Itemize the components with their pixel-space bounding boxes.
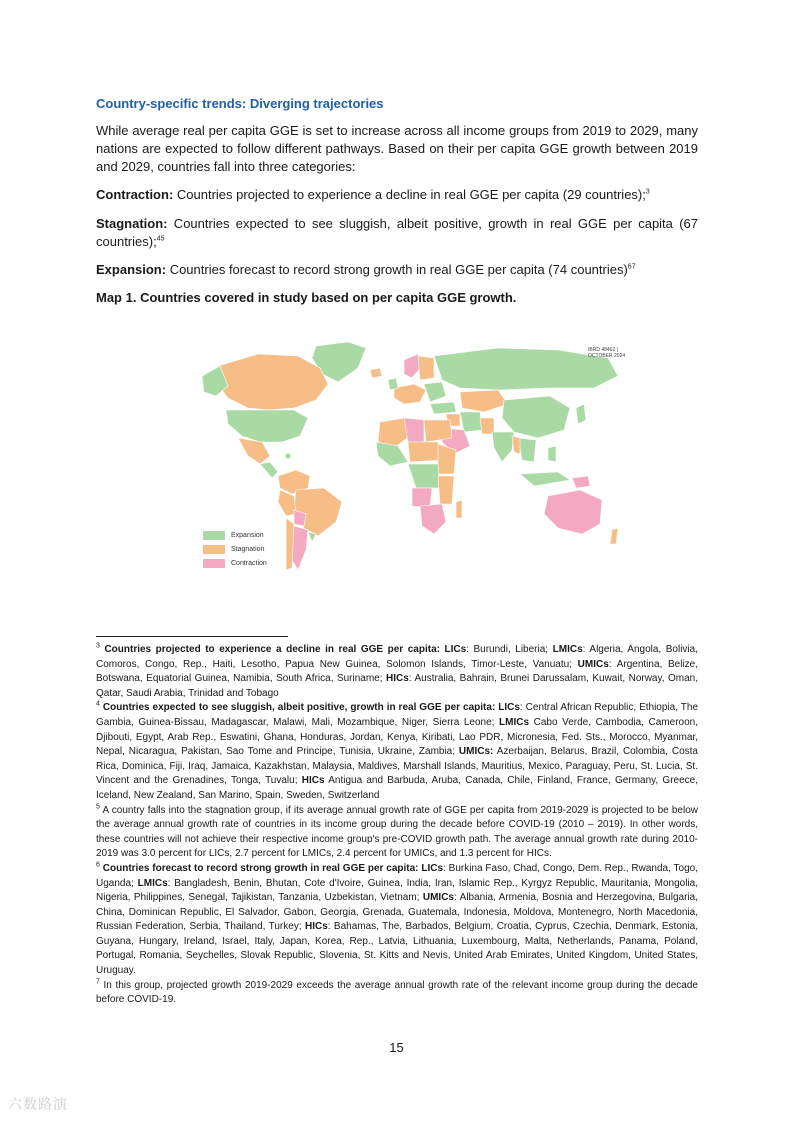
map-title: Map 1. Countries covered in study based on per capita GGE growth. bbox=[96, 290, 517, 305]
footnote-text: HICs bbox=[304, 921, 328, 933]
category-expansion bbox=[96, 261, 698, 279]
footnote-ref: 67 bbox=[627, 263, 636, 271]
map-region-chile bbox=[286, 518, 294, 570]
map-region-southeast-asia bbox=[518, 438, 536, 462]
map-legend bbox=[203, 528, 267, 570]
category-stagnation bbox=[96, 215, 698, 251]
footnote-lead: Countries forecast to record strong growth in real GGE per capita: LICs bbox=[102, 862, 444, 874]
category-text: Countries expected to see sluggish, albeit positive, growth in real GGE per capita (67 countries); bbox=[96, 216, 698, 249]
footnote-number: 5 bbox=[96, 803, 100, 811]
category-text: Countries projected to experience a decline in real GGE per capita (29 countries); bbox=[173, 187, 646, 202]
footnote-text: Antigua and Barbuda, Aruba, Canada, Chile, Finland, France, Germany, Greece, Iceland, New Zealand, San Marino, Spain, Sweden, Switzerland bbox=[96, 775, 698, 801]
footnote-text: HICs bbox=[386, 673, 409, 685]
map-region-iceland bbox=[370, 368, 382, 378]
map-region-uruguay bbox=[308, 532, 316, 542]
map-region-southern-africa bbox=[420, 504, 446, 534]
map-region-pakistan bbox=[480, 418, 494, 434]
category-label: Stagnation: bbox=[96, 216, 168, 231]
legend-swatch bbox=[203, 545, 225, 554]
footnote-6 bbox=[96, 862, 698, 979]
footnote-text: UMICs: bbox=[458, 746, 494, 758]
footnote-number: 3 bbox=[96, 642, 100, 650]
legend-label: Stagnation bbox=[231, 545, 265, 553]
footnote-text: HICs bbox=[301, 775, 325, 787]
map-region-caribbean bbox=[285, 453, 291, 459]
map-note-id: IBRD 48462 | bbox=[588, 347, 618, 353]
map-region-india bbox=[492, 432, 514, 462]
watermark-logo: 六数路演 bbox=[8, 1096, 68, 1112]
legend-label: Contraction bbox=[231, 559, 267, 567]
legend-swatch bbox=[203, 531, 225, 540]
footnote-text: : Bangladesh, Benin, Bhutan, Cote d'Ivoire, Guinea, India, Iran, Islamic Rep., Kyrgyz Republic, Mauritania, Mongolia, Nigeria, Philippines, Senegal, Tajikistan, Tanzania, Uzbekistan, Vietnam; bbox=[96, 877, 698, 904]
map-region-uk bbox=[388, 378, 398, 390]
map-region-papua-new-guinea bbox=[572, 476, 590, 488]
section-heading: Country-specific trends: Diverging trajectories bbox=[96, 96, 384, 111]
page-number: 15 bbox=[389, 1040, 404, 1055]
footnote-text: LMICs bbox=[552, 644, 583, 655]
footnote-5 bbox=[96, 804, 698, 862]
map-region-japan bbox=[576, 404, 586, 424]
footnote-text: : Argentina, Belize, Botswana, Equatorial Guinea, Namibia, South Africa, Suriname; bbox=[96, 658, 699, 685]
footnote-number: 4 bbox=[96, 701, 100, 709]
footnote-lead: Countries projected to experience a decline in real GGE per capita: LICs bbox=[104, 644, 467, 655]
map-region-peru bbox=[278, 490, 296, 516]
footnote-text: : Burundi, Liberia; bbox=[466, 644, 553, 655]
footnote-text: A country falls into the stagnation group, if its average annual growth rate of GGE per capita from 2019-2029 is projected to be below the average annual growth rate of countries in its income group during the decade before COVID-19 (2010 – 2019). In other words, these countries will not achieve their respective income group's pre-COVID growth path. The average annual growth rate during 2010-2019 was 3.0 percent for LICs, 2.7 percent for LMICs, 2.4 percent for UMICs, and 1.3 percent for HICs. bbox=[96, 804, 698, 860]
map-region-eastern-europe bbox=[424, 382, 446, 402]
footnote-text: Azerbaijan, Belarus, Brazil, Colombia, Costa Rica, Dominica, Fiji, Iraq, Jamaica, Kazakhstan, Malaysia, Maldives, Marshall Islands, Mauritius, Mexico, Paraguay, Peru, St. Lucia, St. Vincent and the Grenadines, Tonga, Tuvalu; bbox=[96, 746, 698, 787]
legend-item-stagnation bbox=[203, 542, 267, 556]
map-region-sweden-finland bbox=[418, 356, 434, 380]
map-region-iran bbox=[460, 412, 482, 432]
footnote-divider bbox=[96, 636, 288, 637]
footnote-text: Cabo Verde, Cambodia, Cameroon, Djibouti, Egypt, Arab Rep., Eswatini, Ghana, Honduras, Jordan, Kenya, Kiribati, Lao PDR, Micronesia, Fed. Sts., Morocco, Myanmar, Nepal, Nicaragua, Pakistan, Sao Tome and Principe, Tunisia, Ukraine, Zambia; bbox=[96, 716, 698, 758]
map-region-madagascar bbox=[456, 500, 462, 518]
map-region-indonesia bbox=[520, 472, 570, 486]
footnote-text: LMICs bbox=[137, 877, 168, 889]
footnote-text: : Algeria, Angola, Bolivia, Comoros, Congo, Rep., Haiti, Lesotho, Papua New Guinea, Solomon Islands, Timor-Leste, Vanuatu; bbox=[96, 644, 698, 670]
map-region-central-africa bbox=[408, 464, 440, 488]
footnote-text: : Bahamas, The, Barbados, Belgium, Croatia, Cyprus, Czechia, Denmark, Estonia, Guyana, Hungary, Ireland, Israel, Italy, Japan, Korea, Rep., Latvia, Lithuania, Luxembourg, Malta, Netherlands, Panama, Poland, Portugal, Romania, Seychelles, Slovak Republic, Slovenia, St. Kitts and Nevis, United Arab Emirates, United Kingdom, United States, Uruguay. bbox=[96, 921, 698, 977]
footnote-text: UMICs bbox=[422, 892, 454, 904]
footnote-4 bbox=[96, 701, 698, 803]
footnote-text: UMICs bbox=[577, 658, 609, 670]
legend-item-expansion bbox=[203, 528, 267, 542]
map-region-australia bbox=[544, 490, 602, 534]
category-contraction bbox=[96, 186, 698, 204]
footnote-number: 6 bbox=[96, 861, 100, 869]
map-region-philippines bbox=[548, 446, 556, 462]
legend-swatch bbox=[203, 559, 225, 568]
map-region-western-europe bbox=[394, 384, 426, 404]
legend-item-contraction bbox=[203, 556, 267, 570]
footnote-3 bbox=[96, 643, 698, 701]
map-region-sahel bbox=[408, 442, 442, 462]
footnote-text: : Central African Republic, Ethiopia, The Gambia, Guinea-Bissau, Madagascar, Malawi, Mali, Mozambique, Niger, Sierra Leone; bbox=[96, 702, 699, 728]
map-region-canada bbox=[216, 354, 328, 410]
category-label: Contraction: bbox=[96, 187, 174, 202]
footnote-text: : Australia, Bahrain, Brunei Darussalam, Kuwait, Norway, Oman, Qatar, Saudi Arabia, Trinidad and Tobago bbox=[96, 673, 699, 699]
intro-paragraph: While average real per capita GGE is set to increase across all income groups from 2019 to 2029, many nations are expected to follow different pathways. Based on their per capita GGE growth between 2019 and 2029, countries fall into three categories: bbox=[96, 123, 698, 174]
map-region-usa bbox=[226, 410, 308, 442]
map-note-date: OCTOBER 2024 bbox=[588, 353, 626, 359]
category-label: Expansion: bbox=[96, 262, 167, 277]
map-region-kazakhstan bbox=[460, 390, 508, 412]
footnote-text: : Burkina Faso, Chad, Congo, Dem. Rep., Rwanda, Togo, Uganda; bbox=[96, 862, 698, 889]
map-note bbox=[588, 347, 625, 359]
map-region-west-africa bbox=[376, 442, 408, 466]
map-region-argentina bbox=[292, 526, 308, 570]
legend-label: Expansion bbox=[231, 531, 264, 539]
footnote-number: 7 bbox=[96, 978, 100, 986]
map-region-libya-egypt bbox=[424, 420, 452, 442]
map-region-new-zealand bbox=[610, 528, 618, 544]
footnotes bbox=[96, 643, 698, 1008]
footnote-text: : Albania, Armenia, Bosnia and Herzegovina, Bulgaria, China, Dominican Republic, El Salvador, Gabon, Georgia, Grenada, Guatemala, Indonesia, Moldova, Montenegro, North Macedonia, Russian Federation, Serbia, Thailand, Turkey; bbox=[96, 892, 698, 933]
map-region-central-america bbox=[260, 462, 278, 478]
footnote-text: In this group, projected growth 2019-2029 exceeds the average annual growth rate of the relevant income group during the decade before COVID-19. bbox=[96, 979, 698, 1006]
category-text: Countries forecast to record strong growth in real GGE per capita (74 countries) bbox=[166, 262, 628, 277]
map-region-turkey bbox=[430, 402, 456, 414]
footnote-7 bbox=[96, 979, 698, 1008]
map-region-myanmar bbox=[512, 436, 520, 454]
footnote-ref: 3 bbox=[645, 188, 650, 196]
footnote-lead: Countries expected to see sluggish, albeit positive, growth in real GGE per capita: LICs bbox=[102, 702, 520, 714]
map-region-tanzania-mozambique bbox=[438, 476, 454, 504]
footnote-ref: 45 bbox=[156, 235, 165, 243]
footnote-text: LMICs bbox=[499, 716, 530, 728]
